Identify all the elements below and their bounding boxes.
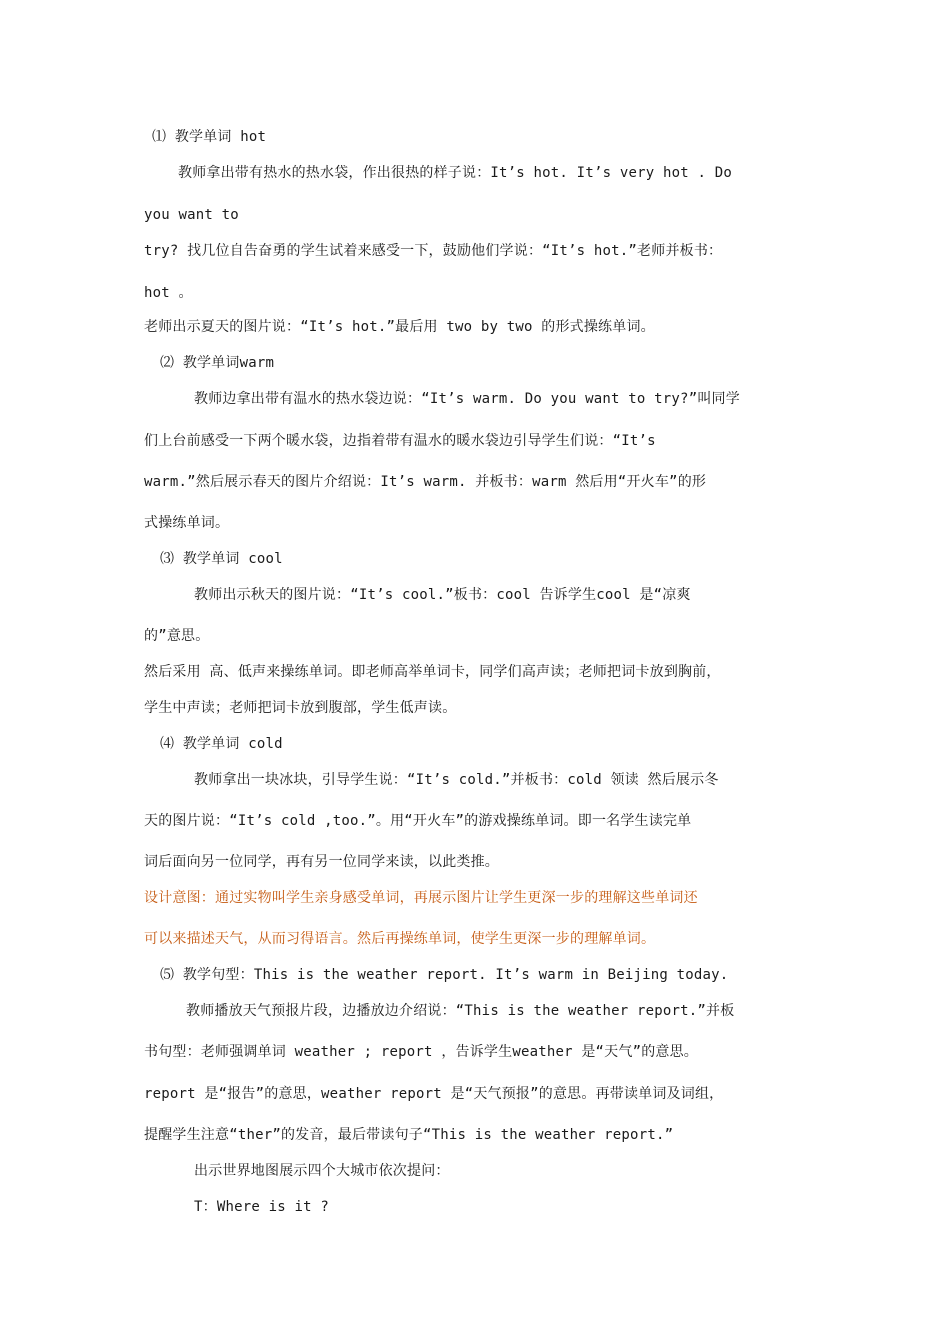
paragraph-line: 教师出示秋天的图片说：“It’s cool.”板书：cool 告诉学生cool 是“凉爽	[194, 587, 691, 603]
paragraph-line: 们上台前感受一下两个暖水袋，边指着带有温水的暖水袋边引导学生们说：“It’s	[144, 433, 656, 449]
paragraph-line: 然后采用 高、低声来操练单词。即老师高举单词卡，同学们高声读；老师把词卡放到胸前，	[144, 664, 721, 680]
paragraph-line: 老师出示夏天的图片说：“It’s hot.”最后用 two by two 的形式操练单词。	[144, 319, 655, 335]
paragraph-line: you want to	[144, 207, 239, 223]
paragraph-line: hot 。	[144, 285, 193, 301]
paragraph-line: warm.”然后展示春天的图片介绍说：It’s warm. 并板书：warm 然后用“开火车”的形	[144, 474, 707, 490]
section-heading-hot: ⑴ 教学单词 hot	[152, 129, 267, 145]
paragraph-line: 书句型：老师强调单词 weather ; report ，告诉学生weather 是“天气”的意思。	[144, 1044, 699, 1060]
paragraph-line: 词后面向另一位同学，再有另一位同学来读，以此类推。	[144, 854, 499, 870]
paragraph-line: 出示世界地图展示四个大城市依次提问：	[194, 1163, 450, 1179]
paragraph-line: report 是“报告”的意思，weather report 是“天气预报”的意思。再带读单词及词组，	[144, 1086, 724, 1102]
paragraph-line: try? 找几位自告奋勇的学生试着来感受一下，鼓励他们学说：“It’s hot.”老师并板书：	[144, 243, 723, 259]
section-heading-cool: ⑶ 教学单词 cool	[160, 551, 283, 567]
design-intent-line: 设计意图：通过实物叫学生亲身感受单词，再展示图片让学生更深一步的理解这些单词还	[144, 890, 698, 906]
paragraph-line: 教师边拿出带有温水的热水袋边说：“It’s warm. Do you want to try?”叫同学	[194, 391, 740, 407]
section-heading-sentence: ⑸ 教学句型：This is the weather report. It’s warm in Beijing today.	[160, 967, 729, 983]
paragraph-line: T：Where is it ?	[194, 1199, 330, 1215]
paragraph-line: 式操练单词。	[144, 515, 230, 531]
paragraph-line: 教师拿出带有热水的热水袋，作出很热的样子说：It’s hot. It’s very hot . Do	[178, 165, 733, 181]
paragraph-line: 提醒学生注意“ther”的发音，最后带读句子“This is the weather report.”	[144, 1127, 674, 1143]
paragraph-line: 学生中声读；老师把词卡放到腹部，学生低声读。	[144, 700, 457, 716]
section-heading-warm: ⑵ 教学单词warm	[160, 355, 275, 371]
paragraph-line: 的”意思。	[144, 628, 210, 644]
design-intent-line: 可以来描述天气，从而习得语言。然后再操练单词，使学生更深一步的理解单词。	[144, 931, 656, 947]
paragraph-line: 教师拿出一块冰块，引导学生说：“It’s cold.”并板书：cold 领读 然后展示冬	[194, 772, 719, 788]
paragraph-line: 教师播放天气预报片段，边播放边介绍说：“This is the weather report.”并板	[186, 1003, 735, 1019]
paragraph-line: 天的图片说：“It’s cold ,too.”。用“开火车”的游戏操练单词。即一名学生读完单	[144, 813, 692, 829]
section-heading-cold: ⑷ 教学单词 cold	[160, 736, 283, 752]
